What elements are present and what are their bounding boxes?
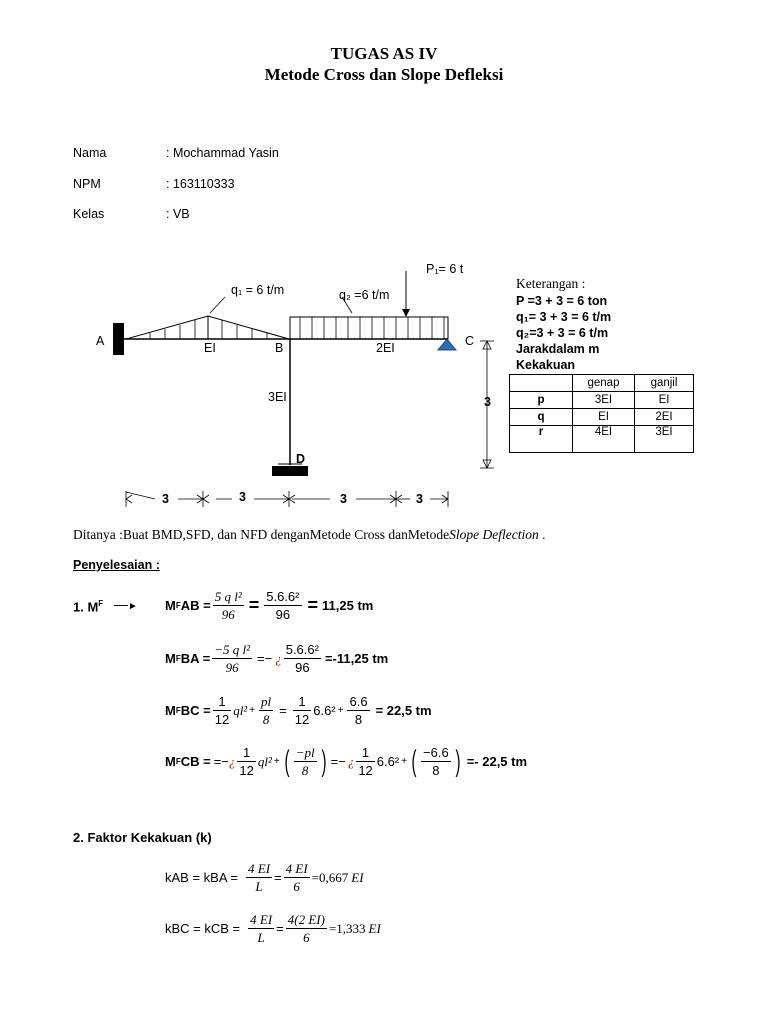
table-row xyxy=(510,426,694,453)
question-text-a: Ditanya :Buat BMD,SFD, dan NFD denganMetode Cross danMetode xyxy=(73,527,450,542)
table-row xyxy=(510,392,694,409)
keterangan-line-5: Kekakuan xyxy=(516,358,576,372)
node-a-label: A xyxy=(96,334,105,348)
table-cell: EI xyxy=(573,409,635,426)
ei-bc-label: 2EI xyxy=(376,341,395,355)
keterangan-line-2: q₁= 3 + 3 = 6 t/m xyxy=(516,310,612,324)
table-cell: 3EI xyxy=(635,426,694,453)
fixed-support-d xyxy=(272,466,308,476)
ei-bd-label: 3EI xyxy=(268,390,287,404)
table-cell: EI xyxy=(635,392,694,409)
step1-label: 1. $M^F$ xyxy=(73,599,104,615)
arrow-icon: —► xyxy=(114,596,138,612)
keterangan-line-4: Jarakdalam m xyxy=(516,342,600,356)
table-cell: 3EI xyxy=(573,392,635,409)
uniform-load-arrows xyxy=(300,317,444,339)
table-cell: p xyxy=(510,392,573,409)
label-kelas: Kelas xyxy=(73,207,105,221)
kekakuan-table xyxy=(509,374,694,453)
table-cell: 4EI xyxy=(573,426,635,453)
table-header-cell: ganjil xyxy=(635,375,694,392)
ei-ab-label: EI xyxy=(204,341,216,355)
span-2-label: 3 xyxy=(239,490,246,504)
solution-heading: Penyelesaian : xyxy=(73,558,160,572)
page-title: TUGAS AS IV xyxy=(330,44,438,63)
step2-label: 2. Faktor Kekakuan (k) xyxy=(73,830,212,845)
table-row xyxy=(510,409,694,426)
node-c-label: C xyxy=(465,334,475,348)
span-1-label: 3 xyxy=(162,492,169,506)
k-bc-equation: kBC = kCB = $\frac{4 EI}{L}$ = $\frac{4(2 EI)}{6}$ =1,333 EI xyxy=(165,912,381,945)
span-4-label: 3 xyxy=(416,492,423,506)
q1-label: q₁ = 6 t/m xyxy=(231,283,285,297)
p1-label: P₁= 6 t xyxy=(426,262,464,276)
mf-ba-equation: M F BA = $\frac{\text{−5 q l²}}{96}$ =− ¿ $\frac{\text{5.6.6²}}{96}$ =-11,25 tm xyxy=(165,642,389,675)
keterangan-title: Keterangan : xyxy=(516,276,586,291)
keterangan-line-1: P =3 + 3 = 6 ton xyxy=(516,294,608,308)
table-header-cell: genap xyxy=(573,375,635,392)
table-cell: 2EI xyxy=(635,409,694,426)
q2-label: q₂ =6 t/m xyxy=(339,288,390,302)
value-kelas: : VB xyxy=(166,207,190,221)
k-ab-equation: kAB = kBA = $\frac{4 EI}{L}$ = $\frac{4 EI}{6}$ =0,667 EI xyxy=(165,861,364,894)
pin-support-c xyxy=(438,339,456,350)
height-dim-label: 3 xyxy=(484,395,491,409)
node-b-label: B xyxy=(275,341,284,355)
mf-ab-equation: M F AB = $\frac{\text{5 q l²}}{96}$ = $\frac{\text{5.6.6²}}{96}$ = 11,25 tm xyxy=(165,589,374,622)
table-header-row xyxy=(510,375,694,392)
table-cell: r xyxy=(510,426,573,453)
mf-bc-equation: M F BC = $\frac{1}{12}$ ql² + $\frac{pl}{8}$ = $\frac{1}{12}$ 6.6² + $\frac{6.6}{8}$ = 22,5 tm xyxy=(165,694,432,727)
span-3-label: 3 xyxy=(340,492,347,506)
page-subtitle: Metode Cross dan Slope Defleksi xyxy=(264,65,504,84)
table-header-cell xyxy=(510,375,573,392)
question-text xyxy=(73,527,545,543)
label-nama: Nama xyxy=(73,146,107,160)
question-text-b: Slope Deflection xyxy=(449,527,539,542)
table-cell: q xyxy=(510,409,573,426)
label-npm: NPM xyxy=(73,177,101,191)
mf-cb-equation: M F CB = =− ¿ $\frac{1}{12}$ ql² + ( $\frac{-pl}{8}$ ) =− ¿ $\frac{1}{12}$ 6.6² + ( $\frac{-6.6}{8}$ ) =- 22,5 tm xyxy=(165,744,528,778)
span-dimensions xyxy=(126,491,448,507)
node-d-label: D xyxy=(296,452,306,466)
value-npm: : 163110333 xyxy=(166,177,235,191)
uniform-load xyxy=(290,317,448,339)
keterangan-line-3: q₂=3 + 3 = 6 t/m xyxy=(516,326,609,340)
question-text-c: . xyxy=(538,527,546,542)
value-nama: : Mochammad Yasin xyxy=(166,146,279,160)
fixed-support-a xyxy=(113,323,124,355)
